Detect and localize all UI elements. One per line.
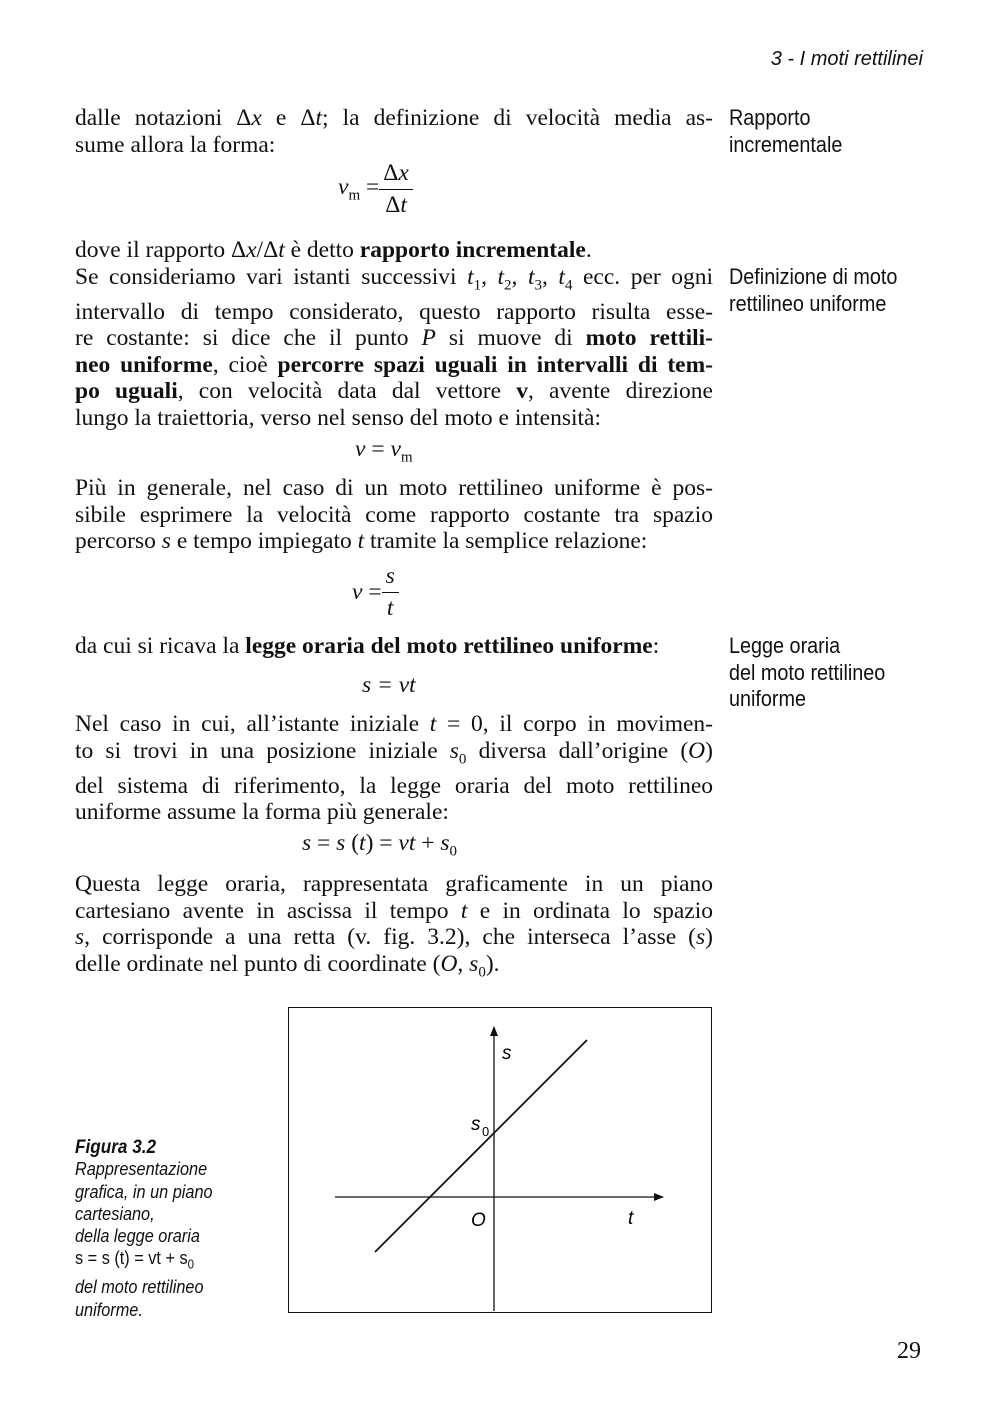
paragraph-1: dalle notazioni Δx e Δt; la definizione di velocità media as- sume allora la forma: xyxy=(75,105,713,158)
margin-note-hourly-law: Legge oraria del moto rettilineo uniforme xyxy=(729,633,886,711)
margin-note-uniform-motion: Definizione di moto rettilineo uniforme xyxy=(729,264,898,316)
graph-svg xyxy=(289,1008,710,1311)
axis-label-s: s xyxy=(502,1043,512,1064)
paragraph-4: Più in generale, nel caso di un moto rettilineo uniforme è pos- sibile esprimere la velocità come rapporto costante tra spazio percorso s e tempo impiegato t tramite la semplice relazione: xyxy=(75,475,713,554)
paragraph-6: Nel caso in cui, all’istante iniziale t = 0, il corpo in movimen- to si trovi in una posizione iniziale $s_0$ diversa dall’origine (O) del sistema di riferimento, la legge oraria del moto rettilineo uniforme assume la forma più generale: xyxy=(75,711,713,826)
equation-average-velocity: $v_m$ = $\frac{\Delta x}{\Delta t}$ xyxy=(338,160,413,219)
page-number: 29 xyxy=(897,1338,921,1364)
margin-note-incremental-ratio: Rapporto incrementale xyxy=(729,105,843,157)
running-header: 3 - I moti rettilinei xyxy=(770,48,923,70)
intercept-label: s xyxy=(471,1114,481,1135)
equation-v-s-over-t: v = $\frac{s}{t}$ xyxy=(352,563,399,622)
equation-velocity: $v = v_m$ xyxy=(355,436,413,466)
paragraph-5: da cui si ricava la legge oraria del moto rettilineo uniforme: xyxy=(75,633,660,659)
caption-formula: s = s (t) = vt + $s_0$ xyxy=(75,1247,195,1273)
intercept-subscript: 0 xyxy=(482,1124,490,1139)
figure-3-2-graph xyxy=(288,1007,712,1313)
fraction: $\frac{\Delta x}{\Delta t}$ xyxy=(379,160,413,219)
origin-label: O xyxy=(471,1210,486,1231)
axis-label-t: t xyxy=(628,1208,634,1229)
caption-title: Figura 3.2 xyxy=(75,1136,157,1158)
fraction: $\frac{s}{t}$ xyxy=(382,563,399,622)
equation-general-law: s = s (t) = vt + $s_0$ xyxy=(302,830,458,860)
paragraph-7: Questa legge oraria, rappresentata graficamente in un piano cartesiano avente in ascissa il tempo t e in ordinata lo spazio s, corrisponde a una retta (v. fig. 3.2), che interseca l’asse (s) delle ordinate nel punto di coordinate (O, $s_0$). xyxy=(75,871,713,981)
figure-caption: Figura 3.2 Rappresentazione grafica, in un piano cartesiano, della legge oraria s = s (t) = vt + $s_0$ del moto rettilineo uniforme. xyxy=(75,1136,251,1321)
equation-hourly-law: s = vt xyxy=(362,672,416,698)
paragraph-2: dove il rapporto Δx/Δt è detto rapporto incrementale. Se consideriamo vari istanti successivi $t_1$, $t_2$, $t_3$, $t_4$ ecc. per ogni intervallo di tempo considerato, questo rapporto risulta esse- re costante: si dice che il punto P si muove di moto rettili- neo uniforme, cioè percorre spazi uguali in intervalli di tem- po uguali, con velocità data dal vettore v, avente direzione lungo la traiettoria, verso nel senso del moto e intensità: xyxy=(75,237,714,431)
